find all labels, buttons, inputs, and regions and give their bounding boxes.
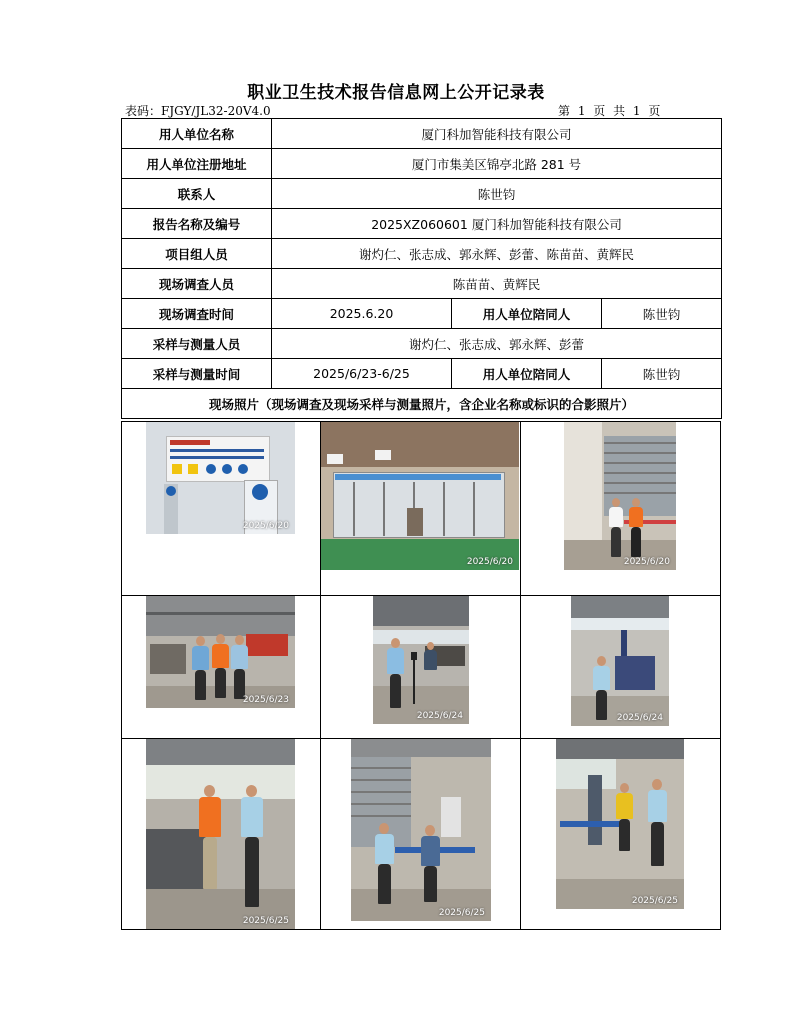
page-title: 职业卫生技术报告信息网上公开记录表	[247, 83, 545, 103]
report-label: 报告名称及编号	[122, 209, 272, 239]
photo-2-date: 2025/6/20	[466, 557, 513, 567]
survey-staff-value: 陈苗苗、黄辉民	[272, 269, 722, 299]
photo-5-date: 2025/6/24	[416, 711, 463, 721]
photo-6-date: 2025/6/24	[616, 713, 663, 723]
survey-escort-label: 用人单位陪同人	[452, 299, 602, 329]
sampling-time-value: 2025/6/23-6/25	[272, 359, 452, 389]
contact-value: 陈世钧	[272, 179, 722, 209]
employer-name-value: 厦门科加智能科技有限公司	[272, 119, 722, 149]
sampling-time-label: 采样与测量时间	[122, 359, 272, 389]
employer-name-label: 用人单位名称	[122, 119, 272, 149]
address-value: 厦门市集美区锦亭北路 281 号	[272, 149, 722, 179]
survey-staff-label: 现场调查人员	[122, 269, 272, 299]
team-value: 谢灼仁、张志成、郭永辉、彭蕾、陈苗苗、黄辉民	[272, 239, 722, 269]
photo-6	[571, 596, 669, 726]
photo-9-date: 2025/6/25	[631, 896, 678, 906]
sampling-escort-value: 陈世钧	[602, 359, 722, 389]
record-table	[121, 118, 722, 419]
photos-header: 现场照片（现场调查及现场采样与测量照片，含企业名称或标识的合影照片）	[122, 389, 722, 419]
photo-1	[146, 422, 295, 534]
sampling-escort-label: 用人单位陪同人	[452, 359, 602, 389]
survey-time-value: 2025.6.20	[272, 299, 452, 329]
photo-8	[351, 739, 491, 921]
team-label: 项目组人员	[122, 239, 272, 269]
form-code: 表码：FJGY/JL32-20V4.0	[125, 104, 271, 118]
photo-5	[373, 596, 469, 724]
photo-7	[146, 739, 295, 929]
address-label: 用人单位注册地址	[122, 149, 272, 179]
contact-label: 联系人	[122, 179, 272, 209]
survey-escort-value: 陈世钧	[602, 299, 722, 329]
report-value: 2025XZ060601 厦门科加智能科技有限公司	[272, 209, 722, 239]
photo-7-date: 2025/6/25	[242, 916, 289, 926]
photo-1-date: 2025/6/20	[242, 521, 289, 531]
photo-4	[146, 596, 295, 708]
photo-2	[321, 422, 519, 570]
photo-3-date: 2025/6/20	[623, 557, 670, 567]
photo-grid	[121, 421, 721, 930]
photo-9	[556, 739, 684, 909]
sampling-staff-label: 采样与测量人员	[122, 329, 272, 359]
photo-3	[564, 422, 676, 570]
survey-time-label: 现场调查时间	[122, 299, 272, 329]
page-number: 第 1 页 共 1 页	[558, 104, 661, 118]
sampling-staff-value: 谢灼仁、张志成、郭永辉、彭蕾	[272, 329, 722, 359]
photo-4-date: 2025/6/23	[242, 695, 289, 705]
photo-8-date: 2025/6/25	[438, 908, 485, 918]
